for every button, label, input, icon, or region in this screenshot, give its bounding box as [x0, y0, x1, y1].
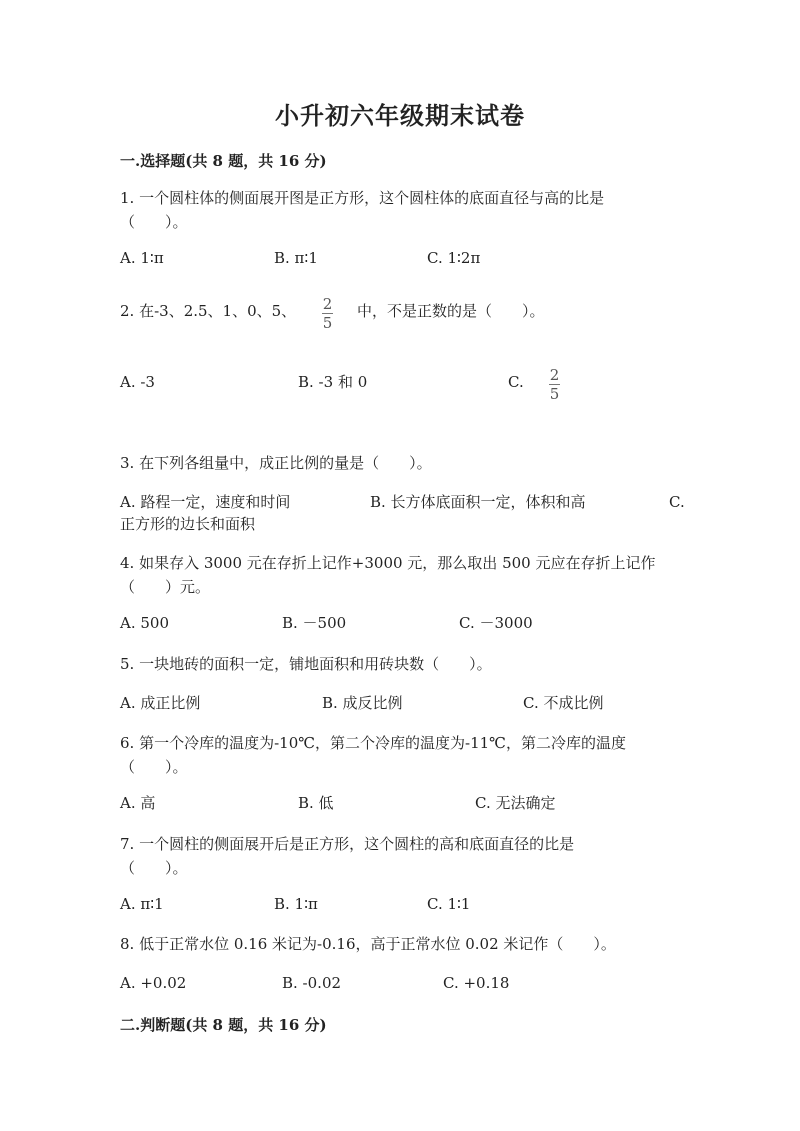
question-4-text-cont: （ ）元。 [120, 578, 211, 596]
question-4-option-a: A. 500 [120, 614, 169, 632]
question-7-option-c: C. 1∶1 [427, 895, 471, 913]
question-4 [120, 551, 680, 599]
question-6 [120, 731, 680, 779]
question-3-option-c: C. [669, 493, 685, 511]
question-7-text-cont: （ ）。 [120, 859, 188, 877]
question-3 [120, 451, 680, 475]
question-4-option-c: C. －3000 [459, 614, 533, 632]
question-1-text: 1. 一个圆柱体的侧面展开图是正方形，这个圆柱体的底面直径与高的比是 [120, 189, 605, 207]
question-5-option-a: A. 成正比例 [120, 694, 201, 712]
fraction-numerator: 2 [549, 366, 560, 384]
question-8-text: 8. 低于正常水位 0.16 米记为-0.16，高于正常水位 0.02 米记作（ ）。 [120, 935, 616, 953]
question-1 [120, 186, 680, 234]
question-8-option-a: A. +0.02 [120, 974, 187, 992]
question-3-text: 3. 在下列各组量中，成正比例的量是（ ）。 [120, 454, 432, 472]
question-1-option-c: C. 1∶2π [427, 249, 481, 267]
question-4-text: 4. 如果存入 3000 元在存折上记作+3000 元，那么取出 500 元应在存折上记作 [120, 554, 656, 572]
question-5-option-c: C. 不成比例 [523, 694, 604, 712]
question-2-text-cont: 中，不是正数的是（ ）。 [357, 302, 545, 320]
question-2-text: 2. 在-3、2.5、1、0、5、 [120, 302, 297, 320]
question-6-option-a: A. 高 [120, 794, 156, 812]
question-2-option-b: B. -3 和 0 [298, 373, 368, 391]
question-8-option-b: B. -0.02 [282, 974, 342, 992]
page-title: 小升初六年级期末试卷 [275, 101, 525, 130]
fraction-denominator: 5 [549, 385, 560, 403]
fraction-denominator: 5 [322, 314, 333, 332]
question-3-option-a: A. 路程一定，速度和时间 [120, 493, 291, 511]
question-2-option-a: A. -3 [120, 373, 155, 391]
question-3-option-c-text: 正方形的边长和面积 [120, 515, 256, 533]
question-2-option-c-fraction [549, 367, 560, 402]
question-8-option-c: C. +0.18 [443, 974, 510, 992]
question-5-option-b: B. 成反比例 [322, 694, 403, 712]
question-7 [120, 832, 680, 880]
section-heading-true-false: 二.判断题(共 8 题，共 16 分) [120, 1016, 327, 1034]
question-6-text-cont: （ ）。 [120, 758, 188, 776]
question-1-text-cont: （ ）。 [120, 213, 188, 231]
question-1-option-a: A. 1∶π [120, 249, 164, 267]
question-5-text: 5. 一块地砖的面积一定，铺地面积和用砖块数（ ）。 [120, 655, 492, 673]
question-6-option-c: C. 无法确定 [475, 794, 556, 812]
question-7-text: 7. 一个圆柱的侧面展开后是正方形，这个圆柱的高和底面直径的比是 [120, 835, 575, 853]
question-6-text: 6. 第一个冷库的温度为-10℃，第二个冷库的温度为-11℃，第二冷库的温度 [120, 734, 626, 752]
question-4-option-b: B. －500 [282, 614, 347, 632]
question-2-fraction [322, 296, 333, 331]
section-heading-choice: 一.选择题(共 8 题，共 16 分) [120, 152, 327, 170]
question-7-option-b: B. 1∶π [274, 895, 318, 913]
question-2-option-c: C. [508, 373, 524, 391]
question-5 [120, 652, 680, 676]
question-7-option-a: A. π∶1 [120, 895, 164, 913]
fraction-numerator: 2 [322, 295, 333, 313]
question-8 [120, 932, 680, 956]
question-3-option-b: B. 长方体底面积一定，体积和高 [370, 493, 586, 511]
question-1-option-b: B. π∶1 [274, 249, 318, 267]
question-6-option-b: B. 低 [298, 794, 334, 812]
